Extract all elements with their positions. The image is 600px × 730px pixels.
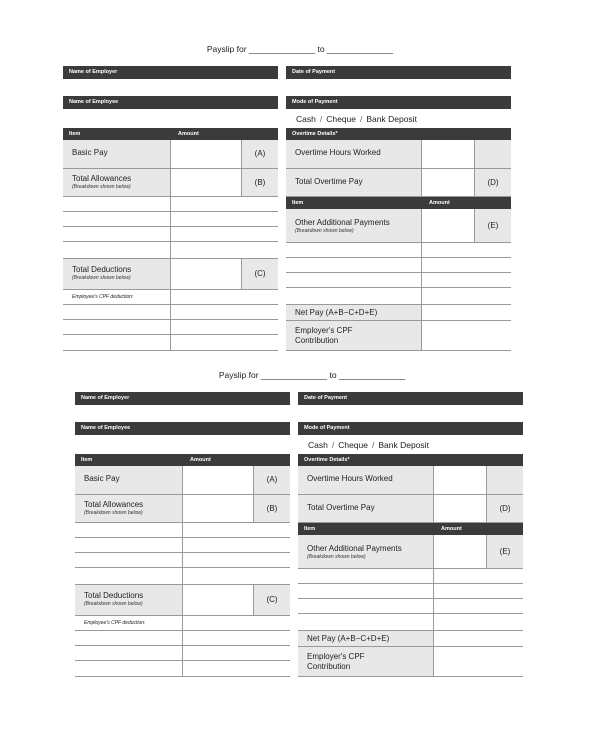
cpf-deduction-row xyxy=(75,616,290,631)
date-of-payment-field[interactable] xyxy=(298,392,523,405)
method-separator: / xyxy=(319,114,323,124)
basic-pay-label: Basic Pay xyxy=(63,140,170,168)
employer-cpf-label xyxy=(298,647,433,676)
other-additional-label xyxy=(286,209,421,242)
total-overtime-pay-label: Total Overtime Pay xyxy=(298,495,433,522)
cpf-deduction-label: Employee's CPF deduction: xyxy=(72,294,134,300)
payment-method-bank-deposit[interactable]: Bank Deposit xyxy=(366,114,417,124)
code-e: (E) xyxy=(474,209,511,242)
name-of-employee-field[interactable] xyxy=(75,422,290,435)
total-overtime-pay-input[interactable] xyxy=(421,169,474,196)
code-e: (E) xyxy=(486,535,523,568)
amount-header: Amount xyxy=(441,526,462,532)
total-allowances-text: Total Allowances xyxy=(84,500,144,509)
code-b: (B) xyxy=(253,495,290,522)
amount-header: Amount xyxy=(178,131,199,137)
other-additional-label xyxy=(298,535,433,568)
code-b: (B) xyxy=(241,169,278,196)
employer-cpf-line1: Employer's CPF xyxy=(295,326,353,335)
breakdown-note: (Breakdown shown below) xyxy=(72,275,131,281)
other-additional-text: Other Additional Payments xyxy=(307,544,402,553)
code-a: (A) xyxy=(241,140,278,168)
overtime-details-header xyxy=(286,128,511,140)
item-header: Item xyxy=(69,131,81,137)
employer-cpf-line1: Employer's CPF xyxy=(307,652,365,661)
additional-line[interactable] xyxy=(298,614,523,631)
breakdown-note: (Breakdown shown below) xyxy=(84,601,143,607)
total-deductions-text: Total Deductions xyxy=(72,265,132,274)
allowance-line[interactable] xyxy=(63,197,278,212)
deduction-line[interactable] xyxy=(75,631,290,646)
additional-line[interactable] xyxy=(298,569,523,584)
basic-pay-row xyxy=(63,140,278,169)
method-separator: / xyxy=(372,440,375,450)
net-pay-input[interactable] xyxy=(421,305,511,320)
total-deductions-amount-input[interactable] xyxy=(170,259,241,289)
name-of-employer-label: Name of Employer xyxy=(69,69,118,75)
payment-methods xyxy=(296,114,417,124)
mode-of-payment-label: Mode of Payment xyxy=(304,425,350,431)
basic-pay-amount-input[interactable] xyxy=(170,140,241,168)
code-d: (D) xyxy=(486,495,523,522)
additional-line[interactable] xyxy=(286,258,511,273)
total-allowances-row xyxy=(63,169,278,197)
allowance-line[interactable] xyxy=(63,227,278,242)
overtime-details-label: Overtime Details* xyxy=(304,457,350,463)
mode-of-payment-field[interactable] xyxy=(298,422,523,435)
payment-method-cash[interactable]: Cash xyxy=(308,440,328,450)
total-deductions-label xyxy=(75,585,182,615)
overtime-hours-input[interactable] xyxy=(433,466,486,494)
other-additional-text: Other Additional Payments xyxy=(295,218,390,227)
date-of-payment-field[interactable] xyxy=(286,66,511,79)
name-of-employee-label: Name of Employee xyxy=(69,99,119,105)
overtime-hours-row xyxy=(286,140,511,169)
left-table-header xyxy=(63,128,278,140)
additional-line[interactable] xyxy=(286,243,511,258)
name-of-employee-field[interactable] xyxy=(63,96,278,109)
employer-cpf-line2: Contribution xyxy=(307,662,351,671)
total-allowances-amount-input[interactable] xyxy=(170,169,241,196)
net-pay-row xyxy=(298,631,523,647)
total-allowances-label xyxy=(75,495,182,522)
payment-method-cheque[interactable]: Cheque xyxy=(326,114,356,124)
employer-cpf-line2: Contribution xyxy=(295,336,339,345)
deduction-line[interactable] xyxy=(75,661,290,677)
net-pay-label: Net Pay (A+B−C+D+E) xyxy=(286,305,421,320)
code-c: (C) xyxy=(253,585,290,615)
deduction-line[interactable] xyxy=(63,305,278,320)
payslip-form-1 xyxy=(0,0,600,360)
item-header: Item xyxy=(304,526,316,532)
allowance-line[interactable] xyxy=(63,212,278,227)
total-allowances-row xyxy=(75,495,290,523)
name-of-employer-field[interactable] xyxy=(63,66,278,79)
cpf-deduction-row xyxy=(63,290,278,305)
net-pay-label: Net Pay (A+B−C+D+E) xyxy=(298,631,433,646)
mode-of-payment-label: Mode of Payment xyxy=(292,99,338,105)
overtime-hours-row xyxy=(298,466,523,495)
date-of-payment-label: Date of Payment xyxy=(292,69,336,75)
allowance-line[interactable] xyxy=(75,553,290,568)
method-separator: / xyxy=(360,114,363,124)
other-additional-input[interactable] xyxy=(433,535,486,568)
total-overtime-pay-input[interactable] xyxy=(433,495,486,522)
name-of-employee-label: Name of Employee xyxy=(81,425,131,431)
total-overtime-pay-row xyxy=(286,169,511,197)
overtime-details-label: Overtime Details* xyxy=(292,131,338,137)
additional-line[interactable] xyxy=(298,599,523,614)
mode-of-payment-field[interactable] xyxy=(286,96,511,109)
payment-method-cheque[interactable]: Cheque xyxy=(338,440,368,450)
allowance-line[interactable] xyxy=(63,242,278,259)
payment-method-cash[interactable]: Cash xyxy=(296,114,316,124)
allowance-line[interactable] xyxy=(75,568,290,585)
payment-methods xyxy=(308,440,429,450)
basic-pay-amount-input[interactable] xyxy=(182,466,253,494)
overtime-hours-label: Overtime Hours Worked xyxy=(286,140,421,168)
allowance-line[interactable] xyxy=(75,538,290,553)
total-deductions-label xyxy=(63,259,170,289)
method-separator: / xyxy=(331,440,335,450)
code-a: (A) xyxy=(253,466,290,494)
other-additional-row xyxy=(286,209,511,243)
left-table-header xyxy=(75,454,290,466)
net-pay-row xyxy=(286,305,511,321)
total-deductions-row xyxy=(63,259,278,290)
right-item-header xyxy=(286,197,511,209)
other-additional-row xyxy=(298,535,523,569)
total-deductions-text: Total Deductions xyxy=(84,591,144,600)
cpf-deduction-label: Employee's CPF deduction: xyxy=(84,620,146,626)
code-c: (C) xyxy=(241,259,278,289)
date-of-payment-label: Date of Payment xyxy=(304,395,348,401)
total-allowances-text: Total Allowances xyxy=(72,174,132,183)
payslip-title: Payslip for ______________ to ______________ xyxy=(206,44,394,54)
code-d: (D) xyxy=(474,169,511,196)
additional-line[interactable] xyxy=(286,273,511,288)
overtime-hours-input[interactable] xyxy=(421,140,474,168)
total-overtime-pay-label: Total Overtime Pay xyxy=(286,169,421,196)
additional-line[interactable] xyxy=(298,584,523,599)
total-allowances-label xyxy=(63,169,170,196)
total-deductions-amount-input[interactable] xyxy=(182,585,253,615)
net-pay-input[interactable] xyxy=(433,631,523,646)
breakdown-note: (Breakdown shown below) xyxy=(72,184,131,190)
overtime-details-header xyxy=(298,454,523,466)
additional-line[interactable] xyxy=(286,288,511,305)
basic-pay-row xyxy=(75,466,290,495)
payment-method-bank-deposit[interactable]: Bank Deposit xyxy=(378,440,429,450)
deduction-line[interactable] xyxy=(75,646,290,661)
amount-header: Amount xyxy=(429,200,450,206)
payslip-form-2 xyxy=(12,326,600,686)
total-deductions-row xyxy=(75,585,290,616)
allowance-line[interactable] xyxy=(75,523,290,538)
item-header: Item xyxy=(292,200,304,206)
right-item-header xyxy=(298,523,523,535)
payslip-title: Payslip for ______________ to ______________ xyxy=(218,370,406,380)
breakdown-note: (Breakdown shown below) xyxy=(307,554,366,560)
breakdown-note: (Breakdown shown below) xyxy=(84,510,143,516)
name-of-employer-field[interactable] xyxy=(75,392,290,405)
employer-cpf-input[interactable] xyxy=(433,647,523,676)
name-of-employer-label: Name of Employer xyxy=(81,395,130,401)
employer-cpf-row xyxy=(298,647,523,677)
amount-header: Amount xyxy=(190,457,211,463)
overtime-hours-label: Overtime Hours Worked xyxy=(298,466,433,494)
other-additional-input[interactable] xyxy=(421,209,474,242)
basic-pay-label: Basic Pay xyxy=(75,466,182,494)
total-overtime-pay-row xyxy=(298,495,523,523)
item-header: Item xyxy=(81,457,93,463)
total-allowances-amount-input[interactable] xyxy=(182,495,253,522)
breakdown-note: (Breakdown shown below) xyxy=(295,228,354,234)
